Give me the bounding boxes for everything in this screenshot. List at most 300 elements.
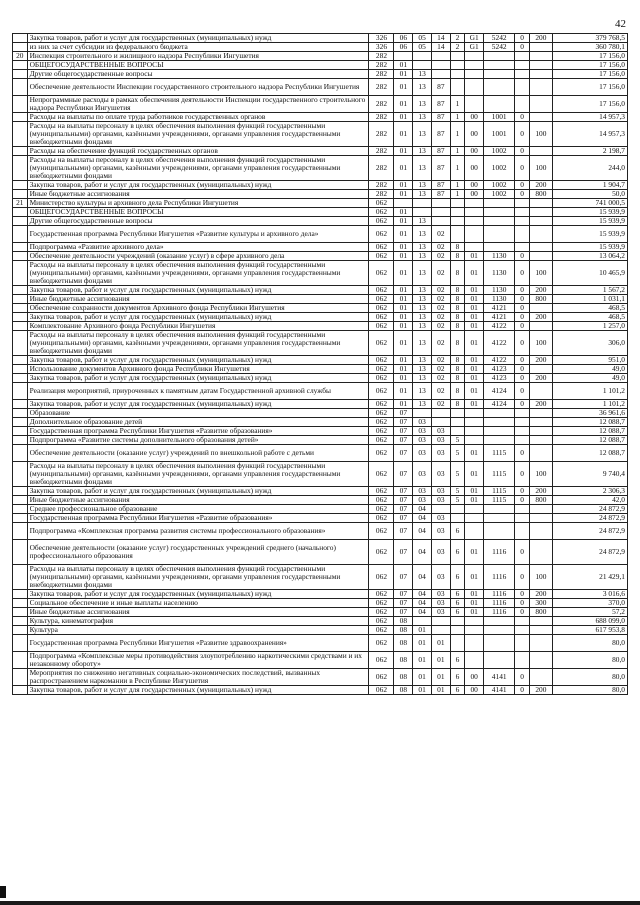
code-ministry: 062 — [369, 436, 394, 445]
code-subsection: 13 — [413, 356, 432, 365]
code-subprogram: 1 — [450, 147, 465, 156]
code-subsection: 13 — [413, 286, 432, 295]
code-direction: 1115 — [484, 487, 515, 496]
row-number — [13, 626, 28, 635]
code-ministry: 062 — [369, 304, 394, 313]
table-row — [13, 122, 628, 147]
code-expense-type — [529, 43, 552, 52]
code-subsection: 03 — [413, 487, 432, 496]
code-program — [431, 418, 450, 427]
code-section: 07 — [394, 409, 413, 418]
row-number — [13, 156, 28, 181]
row-number — [13, 669, 28, 686]
code-program: 02 — [431, 356, 450, 365]
code-expense-type — [529, 226, 552, 243]
code-subsection: 13 — [413, 331, 432, 356]
code-section: 08 — [394, 617, 413, 626]
table-row — [13, 514, 628, 523]
code-direction: 1001 — [484, 113, 515, 122]
row-amount: 468,5 — [552, 304, 627, 313]
code-expense-type — [529, 199, 552, 208]
code-event — [465, 418, 484, 427]
table-row — [13, 34, 628, 43]
code-event — [465, 427, 484, 436]
row-number: 21 — [13, 199, 28, 208]
code-program: 02 — [431, 322, 450, 331]
code-section: 07 — [394, 462, 413, 487]
row-number — [13, 181, 28, 190]
code-ministry: 062 — [369, 356, 394, 365]
code-subprogram: 6 — [450, 686, 465, 695]
code-event — [465, 52, 484, 61]
code-expense-type — [529, 322, 552, 331]
code-digit: 0 — [515, 383, 530, 400]
code-event — [465, 96, 484, 113]
row-number — [13, 147, 28, 156]
row-name: Непрограммные расходы в рамках обеспечения деятельности Инспекции государственного строительного надзора Республики Ингушетия — [27, 96, 369, 113]
code-subprogram: 6 — [450, 565, 465, 590]
code-digit: 0 — [515, 156, 530, 181]
table-row — [13, 445, 628, 462]
row-amount: 3 016,6 — [552, 590, 627, 599]
code-subprogram — [450, 635, 465, 652]
code-ministry: 326 — [369, 34, 394, 43]
code-subprogram: 8 — [450, 286, 465, 295]
code-direction — [484, 70, 515, 79]
row-name: Обеспечение деятельности Инспекции государственного строительного надзора Республики Ингушетия — [27, 79, 369, 96]
row-number — [13, 617, 28, 626]
code-direction — [484, 217, 515, 226]
code-event — [465, 208, 484, 217]
code-event: 00 — [465, 181, 484, 190]
code-program: 03 — [431, 565, 450, 590]
row-name: Среднее профессиональное образование — [27, 505, 369, 514]
code-event: 01 — [465, 383, 484, 400]
table-row — [13, 400, 628, 409]
code-ministry: 282 — [369, 122, 394, 147]
code-digit — [515, 626, 530, 635]
code-expense-type: 300 — [529, 599, 552, 608]
row-name: Социальное обеспечение и иные выплаты населению — [27, 599, 369, 608]
code-expense-type: 200 — [529, 181, 552, 190]
code-section: 07 — [394, 496, 413, 505]
row-number — [13, 427, 28, 436]
code-direction — [484, 427, 515, 436]
row-name: Закупка товаров, работ и услуг для государственных (муниципальных) нужд — [27, 313, 369, 322]
row-amount: 12 088,7 — [552, 427, 627, 436]
code-digit: 0 — [515, 313, 530, 322]
code-expense-type — [529, 635, 552, 652]
code-section: 01 — [394, 304, 413, 313]
row-amount: 306,0 — [552, 331, 627, 356]
code-subprogram: 1 — [450, 122, 465, 147]
code-subprogram — [450, 199, 465, 208]
row-number — [13, 462, 28, 487]
code-direction: 4141 — [484, 669, 515, 686]
code-digit: 0 — [515, 565, 530, 590]
code-direction: 1001 — [484, 122, 515, 147]
code-subprogram — [450, 626, 465, 635]
code-subsection — [413, 61, 432, 70]
code-digit: 0 — [515, 669, 530, 686]
code-subprogram — [450, 514, 465, 523]
code-direction: 5242 — [484, 43, 515, 52]
code-expense-type — [529, 617, 552, 626]
code-ministry: 062 — [369, 462, 394, 487]
code-subsection: 13 — [413, 156, 432, 181]
code-section: 01 — [394, 181, 413, 190]
code-section: 07 — [394, 608, 413, 617]
code-program: 02 — [431, 331, 450, 356]
code-program: 03 — [431, 487, 450, 496]
code-subsection: 04 — [413, 514, 432, 523]
code-section: 01 — [394, 70, 413, 79]
code-subprogram: 8 — [450, 322, 465, 331]
code-digit: 0 — [515, 374, 530, 383]
code-event — [465, 243, 484, 252]
code-digit: 0 — [515, 147, 530, 156]
code-section: 08 — [394, 669, 413, 686]
code-digit — [515, 226, 530, 243]
row-name: Другие общегосударственные вопросы — [27, 217, 369, 226]
code-ministry: 282 — [369, 79, 394, 96]
table-row — [13, 626, 628, 635]
code-subsection: 13 — [413, 96, 432, 113]
code-program — [431, 626, 450, 635]
code-section: 07 — [394, 599, 413, 608]
code-subsection: 13 — [413, 79, 432, 96]
row-amount: 80,0 — [552, 686, 627, 695]
row-name: из них за счет субсидии из федерального бюджета — [27, 43, 369, 52]
code-ministry: 282 — [369, 181, 394, 190]
code-event: 01 — [465, 608, 484, 617]
code-direction — [484, 505, 515, 514]
code-direction: 4122 — [484, 331, 515, 356]
code-digit — [515, 418, 530, 427]
code-ministry: 062 — [369, 445, 394, 462]
code-digit — [515, 96, 530, 113]
code-program: 02 — [431, 313, 450, 322]
code-program: 01 — [431, 669, 450, 686]
code-program: 02 — [431, 365, 450, 374]
row-name: Закупка товаров, работ и услуг для государственных (муниципальных) нужд — [27, 400, 369, 409]
code-section: 01 — [394, 356, 413, 365]
row-name: Обеспечение сохранности документов Архивного фонда Республики Ингушетия — [27, 304, 369, 313]
row-number — [13, 590, 28, 599]
code-program — [431, 61, 450, 70]
row-amount: 57,2 — [552, 608, 627, 617]
code-subprogram — [450, 208, 465, 217]
code-digit: 0 — [515, 356, 530, 365]
code-subprogram: 1 — [450, 181, 465, 190]
code-subprogram: 6 — [450, 652, 465, 669]
code-ministry: 062 — [369, 226, 394, 243]
row-amount: 1 031,1 — [552, 295, 627, 304]
code-subsection: 13 — [413, 70, 432, 79]
row-amount: 244,0 — [552, 156, 627, 181]
row-name: Подпрограмма «Комплексная программа развития системы профессионального образования» — [27, 523, 369, 540]
row-number — [13, 487, 28, 496]
code-digit: 0 — [515, 295, 530, 304]
table-row — [13, 313, 628, 322]
code-section: 07 — [394, 487, 413, 496]
code-direction: 1116 — [484, 599, 515, 608]
row-amount: 1 101,2 — [552, 400, 627, 409]
code-event — [465, 523, 484, 540]
row-number — [13, 400, 28, 409]
row-number — [13, 652, 28, 669]
code-expense-type: 100 — [529, 331, 552, 356]
row-amount: 17 156,0 — [552, 61, 627, 70]
table-row — [13, 226, 628, 243]
code-ministry: 062 — [369, 652, 394, 669]
code-direction: 1002 — [484, 147, 515, 156]
row-name: Мероприятия по снижению негативных социально-экономических последствий, вызванных распространением наркомании в Республике Ингушетия — [27, 669, 369, 686]
code-direction — [484, 409, 515, 418]
table-row — [13, 96, 628, 113]
table-row — [13, 374, 628, 383]
code-event — [465, 514, 484, 523]
code-event: 01 — [465, 565, 484, 590]
code-subprogram: 6 — [450, 540, 465, 565]
row-amount: 379 768,5 — [552, 34, 627, 43]
row-number — [13, 331, 28, 356]
scan-artifact — [0, 886, 6, 898]
code-expense-type: 200 — [529, 374, 552, 383]
code-subsection: 01 — [413, 669, 432, 686]
code-digit: 0 — [515, 540, 530, 565]
row-amount: 36 961,6 — [552, 409, 627, 418]
code-direction: 1115 — [484, 462, 515, 487]
code-subprogram: 5 — [450, 462, 465, 487]
code-expense-type: 100 — [529, 156, 552, 181]
row-name: Комплектование Архивного фонда Республики Ингушетия — [27, 322, 369, 331]
code-event: 00 — [465, 156, 484, 181]
code-subsection — [413, 409, 432, 418]
code-digit — [515, 208, 530, 217]
code-ministry: 282 — [369, 61, 394, 70]
code-program: 02 — [431, 252, 450, 261]
code-direction — [484, 418, 515, 427]
code-direction: 4123 — [484, 374, 515, 383]
code-ministry: 282 — [369, 113, 394, 122]
code-digit: 0 — [515, 462, 530, 487]
code-event: G1 — [465, 34, 484, 43]
code-expense-type: 100 — [529, 565, 552, 590]
code-expense-type — [529, 626, 552, 635]
code-event — [465, 226, 484, 243]
code-subprogram — [450, 217, 465, 226]
code-subsection: 01 — [413, 635, 432, 652]
row-number — [13, 79, 28, 96]
row-amount: 24 872,9 — [552, 540, 627, 565]
code-section: 08 — [394, 635, 413, 652]
code-subsection: 04 — [413, 565, 432, 590]
row-name: Инспекция строительного и жилищного надзора Республики Ингушетия — [27, 52, 369, 61]
row-amount: 15 939,9 — [552, 226, 627, 243]
code-digit: 0 — [515, 686, 530, 695]
code-event: 00 — [465, 147, 484, 156]
code-ministry: 062 — [369, 365, 394, 374]
code-subsection — [413, 208, 432, 217]
code-program: 02 — [431, 261, 450, 286]
code-program: 02 — [431, 295, 450, 304]
code-ministry: 062 — [369, 496, 394, 505]
page-number: 42 — [615, 18, 626, 30]
row-amount: 12 088,7 — [552, 445, 627, 462]
code-ministry: 062 — [369, 418, 394, 427]
code-digit: 0 — [515, 400, 530, 409]
code-subprogram: 8 — [450, 374, 465, 383]
code-ministry: 326 — [369, 43, 394, 52]
table-row — [13, 113, 628, 122]
row-name: Расходы на выплаты персоналу в целях обеспечения выполнения функций государственными (муниципальными) органами, казёнными учреждениями, органами управления государственными внебюджетными фондами — [27, 331, 369, 356]
code-direction — [484, 652, 515, 669]
code-subsection: 13 — [413, 295, 432, 304]
code-subsection: 13 — [413, 226, 432, 243]
code-subprogram — [450, 61, 465, 70]
row-name: Закупка товаров, работ и услуг для государственных (муниципальных) нужд — [27, 374, 369, 383]
table-row — [13, 322, 628, 331]
row-amount: 17 156,0 — [552, 70, 627, 79]
code-digit — [515, 199, 530, 208]
code-subprogram — [450, 52, 465, 61]
code-program: 02 — [431, 226, 450, 243]
row-name: Расходы на выплаты персоналу в целях обеспечения выполнения функций государственными (муниципальными) органами, казёнными учреждениями, органами управления государственными внебюджетными фондами — [27, 122, 369, 147]
code-program: 87 — [431, 181, 450, 190]
code-direction: 1116 — [484, 608, 515, 617]
row-name: Подпрограмма «Развитие системы дополнительного образования детей» — [27, 436, 369, 445]
code-expense-type — [529, 304, 552, 313]
code-expense-type: 200 — [529, 400, 552, 409]
code-ministry: 062 — [369, 199, 394, 208]
code-direction — [484, 635, 515, 652]
table-row — [13, 286, 628, 295]
code-event: 00 — [465, 686, 484, 695]
row-amount: 12 088,7 — [552, 418, 627, 427]
code-subprogram: 8 — [450, 252, 465, 261]
table-row — [13, 147, 628, 156]
row-number — [13, 252, 28, 261]
row-name: Государственная программа Республики Ингушетия «Развитие образования» — [27, 514, 369, 523]
code-program: 14 — [431, 34, 450, 43]
table-row — [13, 590, 628, 599]
code-program: 87 — [431, 190, 450, 199]
code-direction — [484, 79, 515, 96]
code-event — [465, 70, 484, 79]
row-number — [13, 96, 28, 113]
code-ministry: 062 — [369, 208, 394, 217]
code-event: 01 — [465, 261, 484, 286]
code-digit: 0 — [515, 252, 530, 261]
code-section: 01 — [394, 365, 413, 374]
row-number — [13, 122, 28, 147]
row-number — [13, 295, 28, 304]
code-subsection: 13 — [413, 304, 432, 313]
row-name: Иные бюджетные ассигнования — [27, 190, 369, 199]
code-digit: 0 — [515, 286, 530, 295]
row-name: Закупка товаров, работ и услуг для государственных (муниципальных) нужд — [27, 590, 369, 599]
code-program: 03 — [431, 427, 450, 436]
code-digit — [515, 70, 530, 79]
table-row — [13, 243, 628, 252]
code-expense-type: 200 — [529, 313, 552, 322]
code-subsection — [413, 617, 432, 626]
code-event — [465, 626, 484, 635]
code-subsection: 13 — [413, 383, 432, 400]
code-program: 02 — [431, 374, 450, 383]
row-amount: 370,0 — [552, 599, 627, 608]
code-event: 01 — [465, 295, 484, 304]
row-name: Расходы на обеспечение функций государственных органов — [27, 147, 369, 156]
code-ministry: 062 — [369, 374, 394, 383]
row-number — [13, 113, 28, 122]
code-direction: 1115 — [484, 445, 515, 462]
row-amount: 80,0 — [552, 669, 627, 686]
row-number — [13, 635, 28, 652]
row-number — [13, 445, 28, 462]
row-number — [13, 383, 28, 400]
code-subsection: 05 — [413, 34, 432, 43]
code-direction — [484, 436, 515, 445]
code-section — [394, 199, 413, 208]
code-ministry: 062 — [369, 295, 394, 304]
code-expense-type — [529, 383, 552, 400]
code-subprogram — [450, 427, 465, 436]
code-section: 01 — [394, 322, 413, 331]
code-event: 01 — [465, 304, 484, 313]
code-event — [465, 79, 484, 96]
code-program: 03 — [431, 514, 450, 523]
code-subsection: 13 — [413, 252, 432, 261]
row-number — [13, 208, 28, 217]
row-amount: 688 099,0 — [552, 617, 627, 626]
code-direction: 4121 — [484, 304, 515, 313]
code-digit — [515, 617, 530, 626]
code-event: 01 — [465, 599, 484, 608]
row-name: ОБЩЕГОСУДАРСТВЕННЫЕ ВОПРОСЫ — [27, 61, 369, 70]
row-number — [13, 61, 28, 70]
code-ministry: 062 — [369, 409, 394, 418]
table-row — [13, 70, 628, 79]
code-direction: 4122 — [484, 356, 515, 365]
code-direction: 4141 — [484, 686, 515, 695]
code-subsection: 04 — [413, 505, 432, 514]
code-ministry: 062 — [369, 252, 394, 261]
code-program: 03 — [431, 590, 450, 599]
table-row — [13, 523, 628, 540]
code-direction: 1116 — [484, 540, 515, 565]
code-section: 01 — [394, 383, 413, 400]
code-subsection: 13 — [413, 313, 432, 322]
code-subsection: 04 — [413, 608, 432, 617]
code-subprogram: 8 — [450, 261, 465, 286]
row-name: Подпрограмма «Развитие архивного дела» — [27, 243, 369, 252]
row-amount: 10 465,9 — [552, 261, 627, 286]
code-direction: 1116 — [484, 565, 515, 590]
table-row — [13, 487, 628, 496]
code-subprogram: 8 — [450, 356, 465, 365]
code-section: 07 — [394, 445, 413, 462]
table-row — [13, 331, 628, 356]
table-row — [13, 540, 628, 565]
code-subprogram: 5 — [450, 445, 465, 462]
row-name: Закупка товаров, работ и услуг для государственных (муниципальных) нужд — [27, 34, 369, 43]
code-ministry: 282 — [369, 52, 394, 61]
row-amount: 360 780,1 — [552, 43, 627, 52]
code-subprogram: 5 — [450, 496, 465, 505]
code-subsection: 13 — [413, 147, 432, 156]
